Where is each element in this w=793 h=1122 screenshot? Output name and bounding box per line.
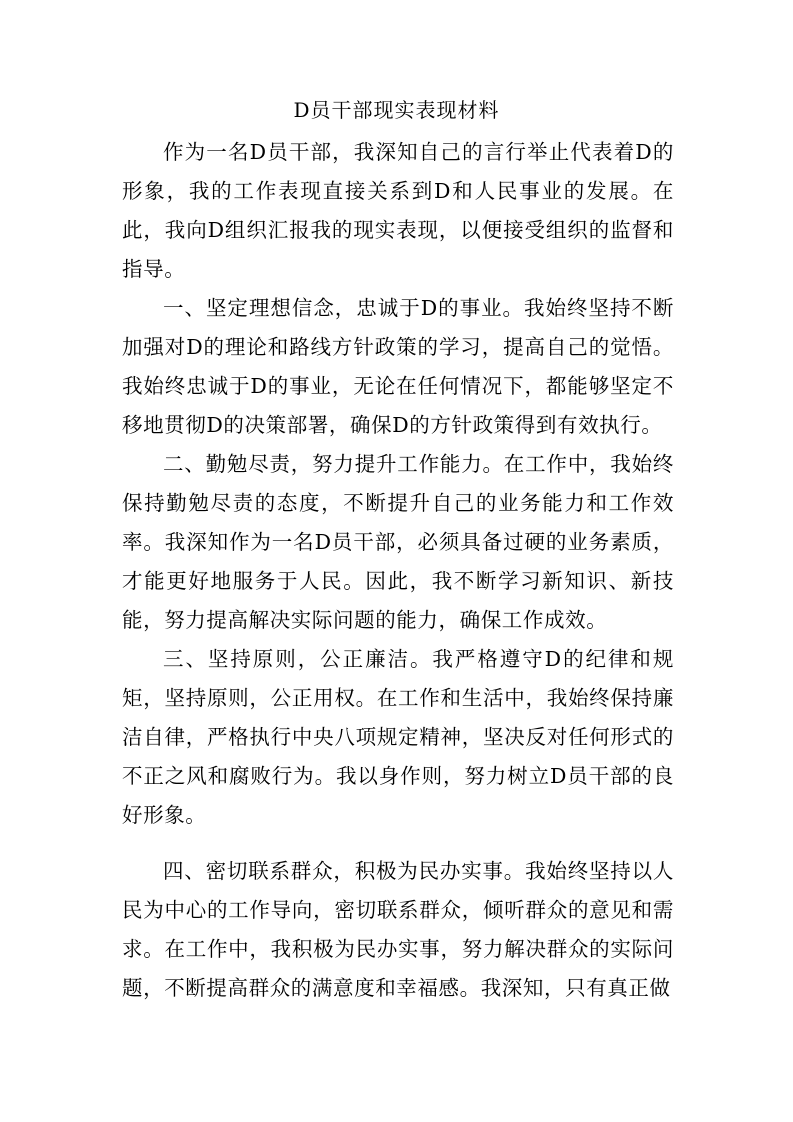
paragraph-section-3: 三、坚持原则，公正廉洁。我严格遵守D的纪律和规矩，坚持原则，公正用权。在工作和生活中，我始终保持廉洁自律，严格执行中央八项规定精神，坚决反对任何形式的不正之风和腐败行为。我以身作则，努力树立D员干部的良好形象。 [122,647,674,827]
paragraph-section-2: 二、勤勉尽责，努力提升工作能力。在工作中，我始终保持勤勉尽责的态度，不断提升自己的业务能力和工作效率。我深知作为一名D员干部，必须具备过硬的业务素质，才能更好地服务于人民。因此，我不断学习新知识、新技能，努力提高解决实际问题的能力，确保工作成效。 [122,452,674,632]
paragraph-intro: 作为一名D员干部，我深知自己的言行举止代表着D的形象，我的工作表现直接关系到D和人民事业的发展。在此，我向D组织汇报我的现实表现，以便接受组织的监督和指导。 [122,140,674,281]
paragraph-section-1: 一、坚定理想信念，忠诚于D的事业。我始终坚持不断加强对D的理论和路线方针政策的学习，提高自己的觉悟。我始终忠诚于D的事业，无论在任何情况下，都能够坚定不移地贯彻D的决策部署，确保D的方针政策得到有效执行。 [122,296,674,437]
paragraph-section-4: 四、密切联系群众，积极为民办实事。我始终坚持以人民为中心的工作导向，密切联系群众，倾听群众的意见和需求。在工作中，我积极为民办实事，努力解决群众的实际问题，不断提高群众的满意度和幸福感。我深知，只有真正做 [122,859,674,1000]
document-title: D员干部现实表现材料 [293,98,500,122]
document-body [122,133,674,1008]
